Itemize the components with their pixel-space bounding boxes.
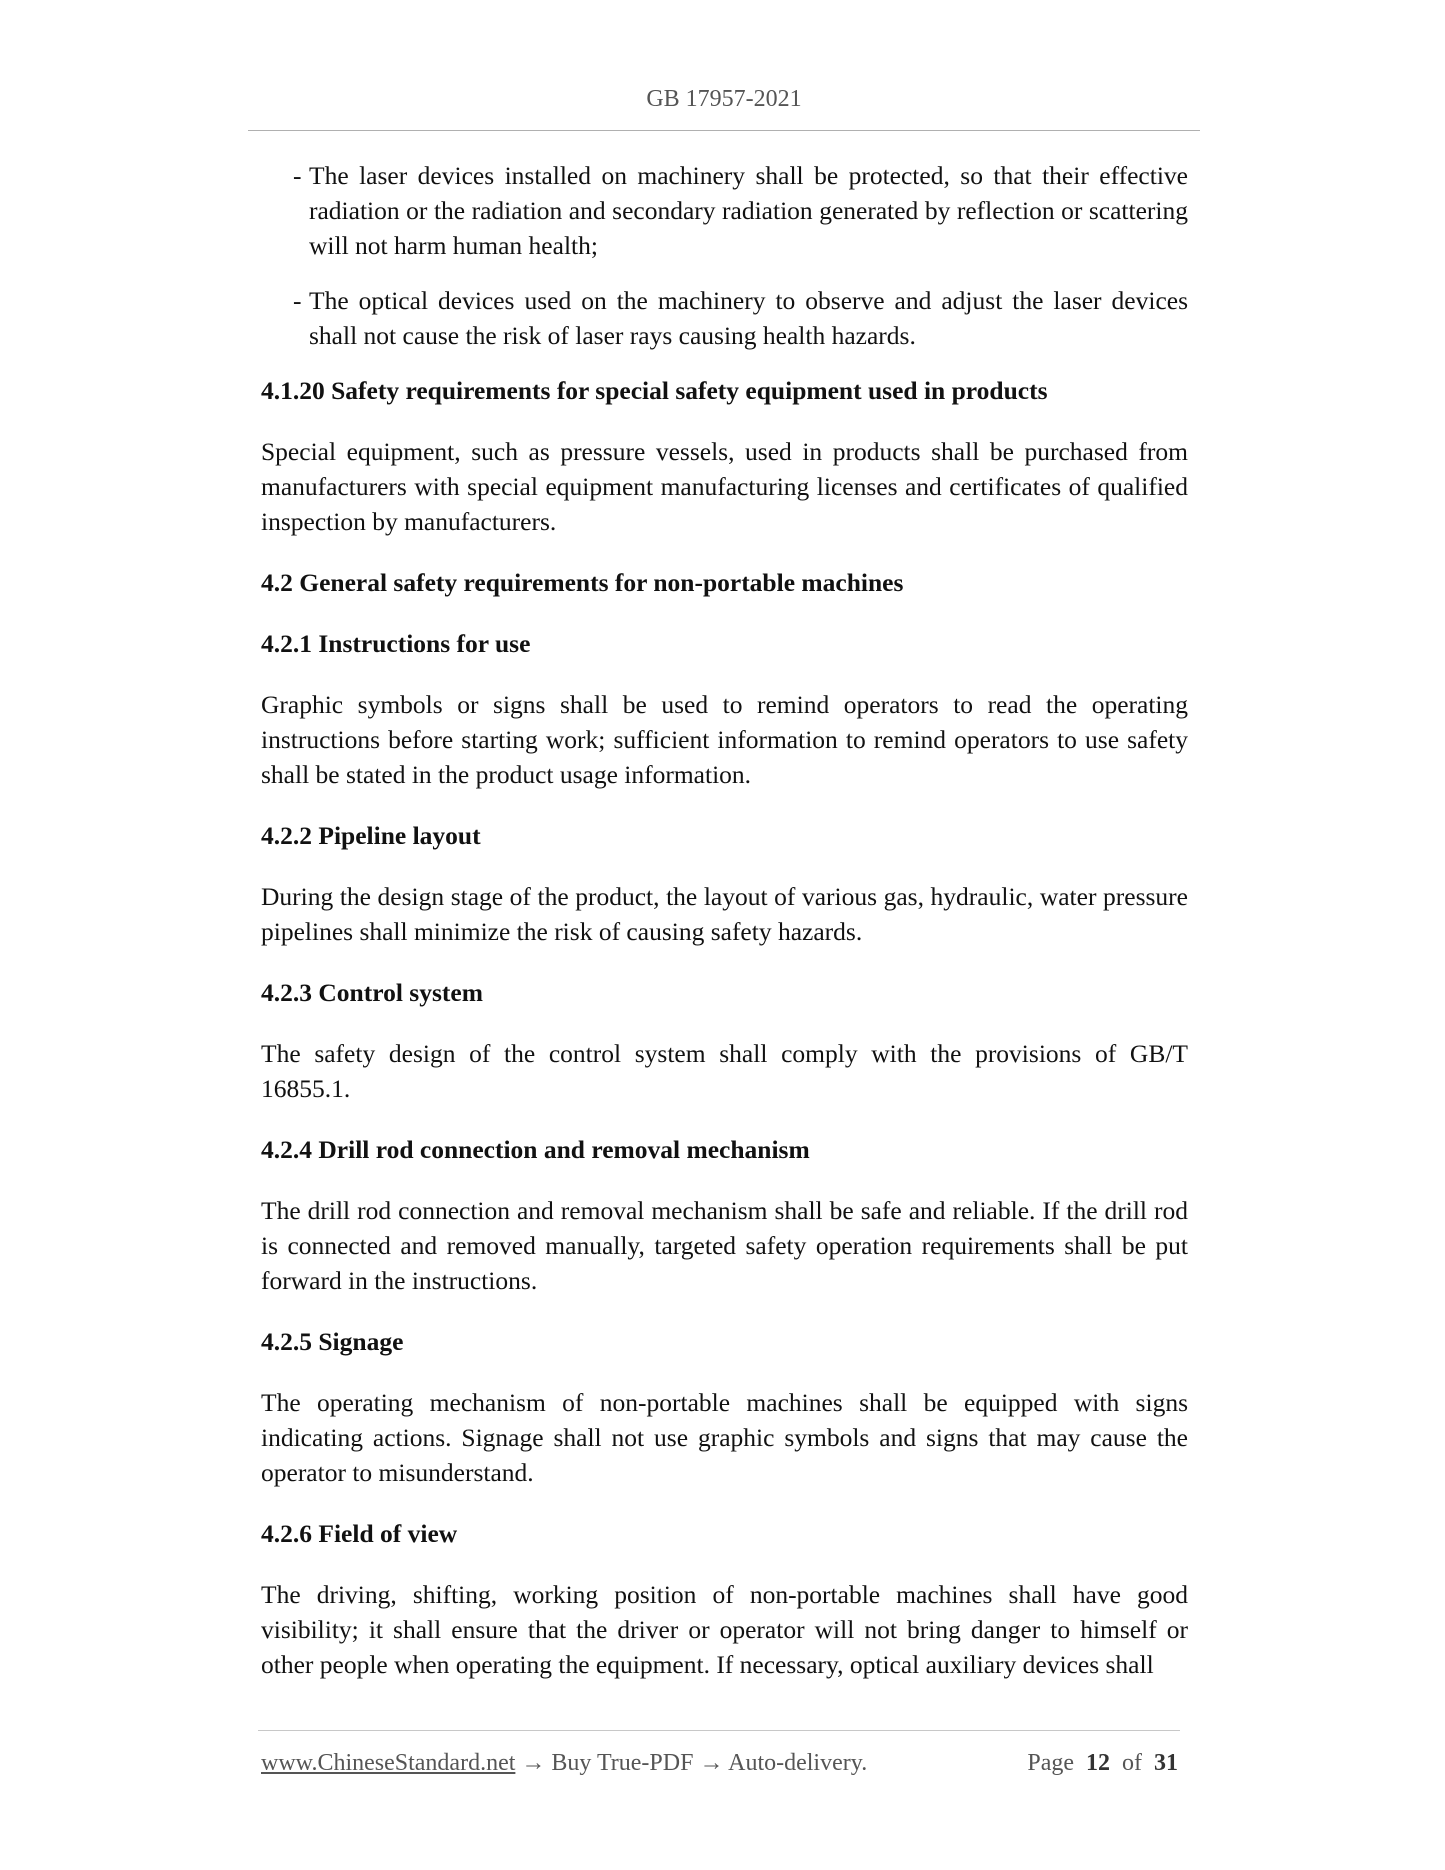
page-footer — [261, 1750, 1178, 1777]
section-heading-4-2-1: 4.2.1 Instructions for use — [261, 629, 531, 658]
list-item-laser-protection — [261, 158, 1188, 263]
section-heading-4-2-5: 4.2.5 Signage — [261, 1327, 404, 1356]
section-text-4-1-20: Special equipment, such as pressure vessels, used in products shall be purchased from manufacturers with special equipment manufacturing licenses and certificates of qualified inspection by manufacturers. — [261, 437, 1188, 536]
section-heading-4-2-6: 4.2.6 Field of view — [261, 1519, 458, 1548]
website-link[interactable]: www.ChineseStandard.net — [261, 1750, 516, 1776]
section-text-4-2-1: Graphic symbols or signs shall be used to remind operators to read the operating instructions before starting work; sufficient information to remind operators to use safety shall be stated in the product usage information. — [261, 690, 1188, 789]
page-content — [261, 158, 1188, 1708]
section-heading-4-2-3: 4.2.3 Control system — [261, 978, 483, 1007]
header-divider — [248, 130, 1200, 131]
list-item-text: The optical devices used on the machinery to observe and adjust the laser devices shall not cause the risk of laser rays causing health hazards. — [309, 286, 1188, 350]
of-label: of — [1122, 1750, 1142, 1776]
list-item-text: The laser devices installed on machinery shall be protected, so that their effective radiation or the radiation and secondary radiation generated by reflection or scattering will not harm human health; — [309, 161, 1188, 260]
page-total: 31 — [1154, 1750, 1178, 1776]
section-text-4-2-3: The safety design of the control system shall comply with the provisions of GB/T 16855.1. — [261, 1039, 1188, 1103]
section-heading-4-2-4: 4.2.4 Drill rod connection and removal mechanism — [261, 1135, 810, 1164]
section-text-4-2-6: The driving, shifting, working position of non-portable machines shall have good visibility; it shall ensure that the driver or operator will not bring danger to himself or other people when operating the equipment. If necessary, optical auxiliary devices shall — [261, 1580, 1188, 1679]
section-text-4-2-2: During the design stage of the product, the layout of various gas, hydraulic, water pressure pipelines shall minimize the risk of causing safety hazards. — [261, 882, 1188, 946]
section-heading-4-2: 4.2 General safety requirements for non-portable machines — [261, 568, 904, 597]
page-number: 12 — [1086, 1750, 1110, 1776]
page-indicator — [1027, 1750, 1178, 1777]
section-text-4-2-4: The drill rod connection and removal mechanism shall be safe and reliable. If the drill rod is connected and removed manually, targeted safety operation requirements shall be put forward in the instructions. — [261, 1196, 1188, 1295]
section-text-4-2-5: The operating mechanism of non-portable machines shall be equipped with signs indicating actions. Signage shall not use graphic symbols and signs that may cause the operator to misunderstand. — [261, 1388, 1188, 1487]
footer-tagline: → Buy True-PDF → Auto-delivery. — [515, 1750, 868, 1776]
footer-divider — [258, 1730, 1180, 1731]
section-heading-4-1-20: 4.1.20 Safety requirements for special safety equipment used in products — [261, 376, 1048, 405]
section-heading-4-2-2: 4.2.2 Pipeline layout — [261, 821, 481, 850]
page-label: Page — [1027, 1750, 1074, 1776]
document-header: GB 17957-2021 — [646, 86, 802, 112]
list-item-optical-devices — [261, 283, 1188, 353]
bullet-marker: - — [293, 286, 302, 315]
bullet-marker: - — [293, 161, 302, 190]
